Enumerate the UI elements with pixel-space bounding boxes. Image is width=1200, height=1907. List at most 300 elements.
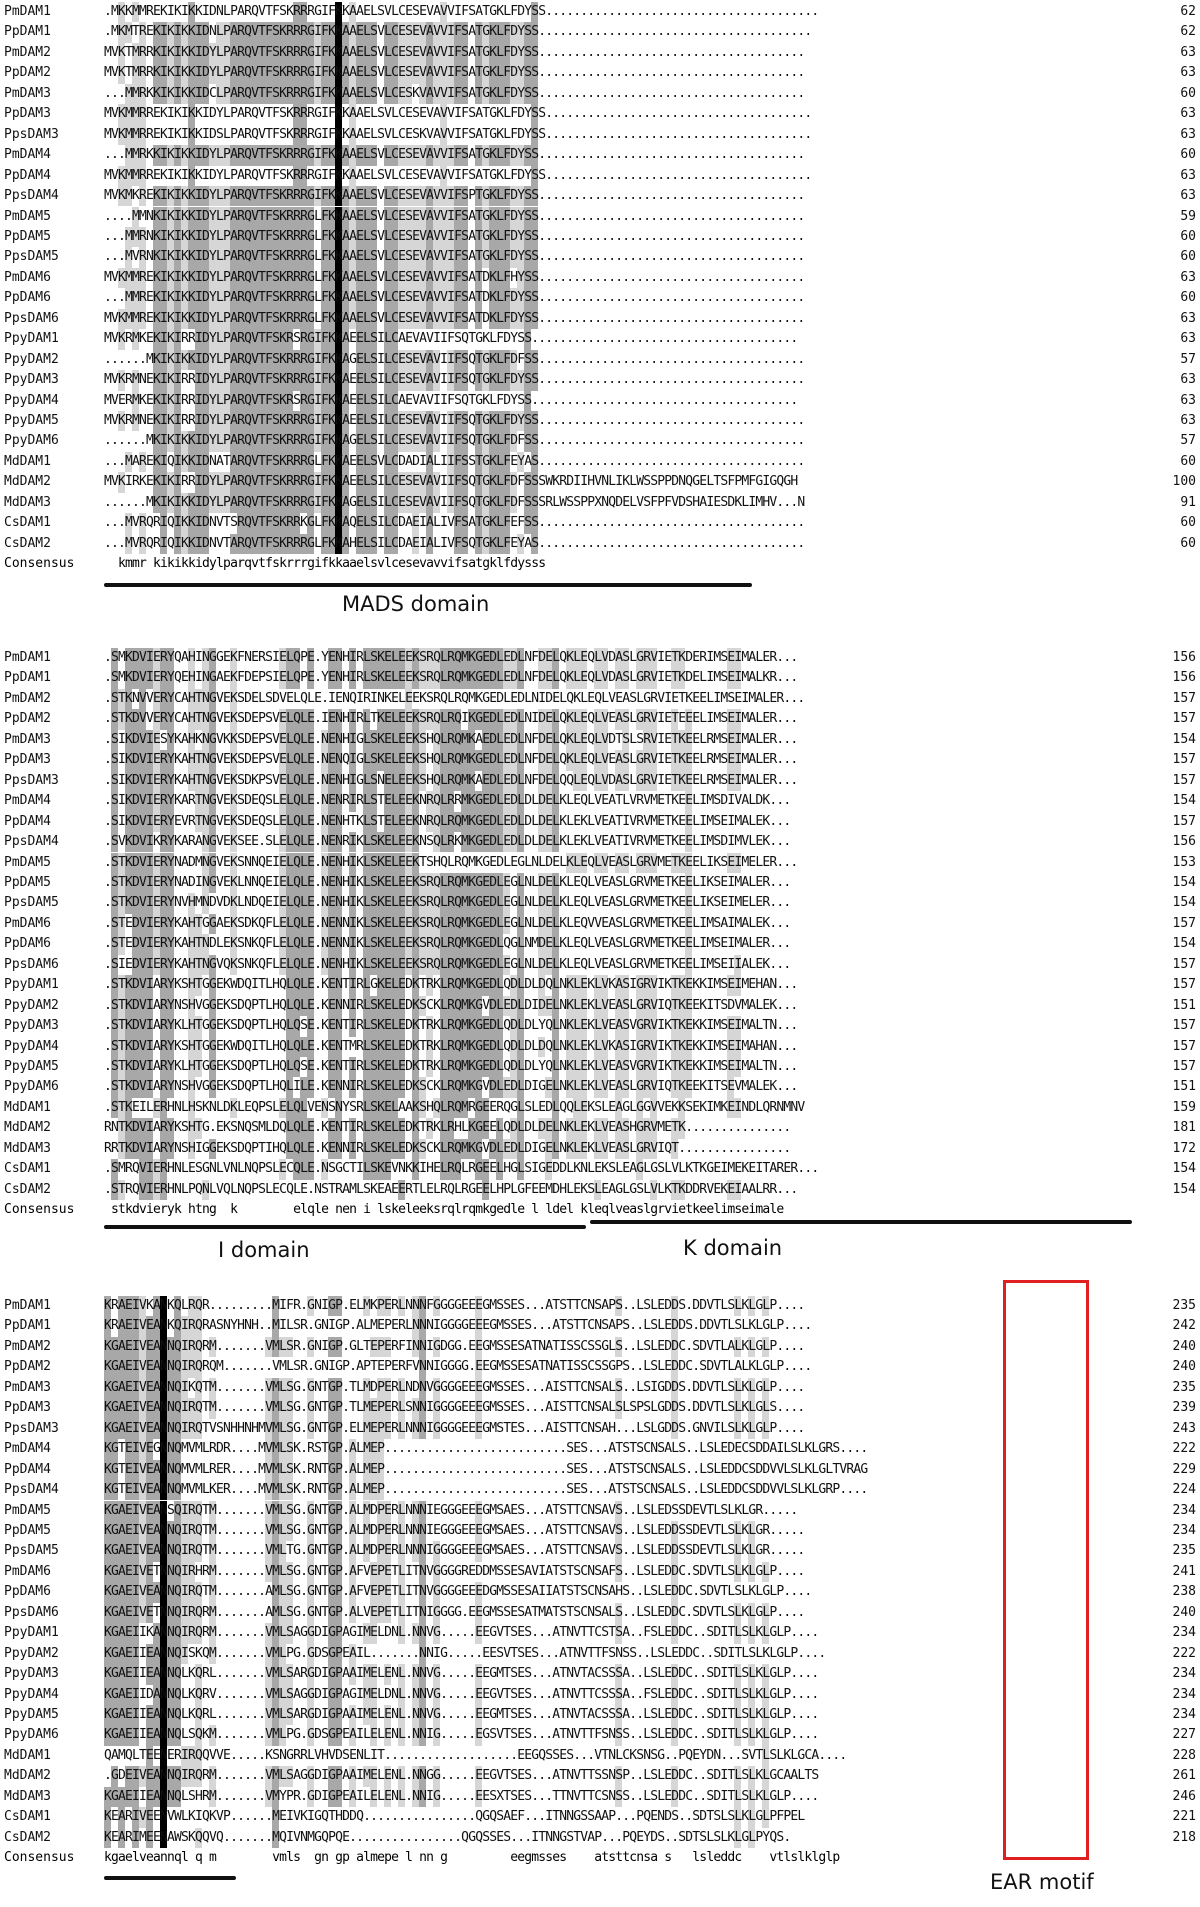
- sequence-name: PpyDAM6: [4, 433, 59, 449]
- sequence-end-position: 157: [1172, 1038, 1196, 1054]
- sequence-end-position: 63: [1180, 167, 1196, 183]
- sequence-row: [0, 125, 1200, 145]
- sequence-end-position: 60: [1180, 147, 1196, 163]
- sequence-name: PmDAM6: [4, 269, 51, 285]
- sequence-end-position: 154: [1172, 731, 1196, 747]
- k-domain-bar: [590, 1220, 1132, 1224]
- sequence-end-position: 60: [1180, 85, 1196, 101]
- sequence-name: PpsDAM6: [4, 1604, 59, 1620]
- aligned-sequence: MVKTMRRKIKIKKIDYLPARQVTFSKRRRGIFKKAAELSVLCESEVAVVIFSATGKLFDYSS......................................: [104, 65, 805, 81]
- sequence-row: [0, 452, 1200, 472]
- aligned-sequence: MVKMMREKIKIKKIDYLPARQVTFSKRRRGLFKKAAELSVLCESEVAVVIFSATDKLFDYSS......................................: [104, 310, 805, 326]
- sequence-row: [0, 893, 1200, 913]
- sequence-row: [0, 812, 1200, 832]
- sequence-end-position: 63: [1180, 126, 1196, 142]
- sequence-row: [0, 832, 1200, 852]
- aligned-sequence: .STKDVIERYNVHMNDVDKLNDQEIELQLE.NENHIKLSKELEEKSRQLRQMKGEDLEGLNLDELKLEQLVEASLGRVMETKEELIKSEIMELER...: [104, 895, 791, 911]
- sequence-end-position: 156: [1172, 670, 1196, 686]
- sequence-name: PmDAM1: [4, 650, 51, 665]
- aligned-sequence: KRAEIVKANKQLRQR.........MIFR.GNIGP.ELMKPERLNNNFGGGGEEEGMSSES...ATSTTCNSAPS..LSLEDDS.DDVTLSLKLGLP....: [104, 1298, 805, 1313]
- sequence-end-position: 229: [1172, 1461, 1196, 1477]
- sequence-end-position: 154: [1172, 936, 1196, 952]
- aligned-sequence: .STRQVIERHNLPQNLVQLNQPSLECQLE.NSTRAMLSKEAEERTLELRQLRGEELHPLGFEEMDHLEKSLEAGLGSLVLKTKDDRVEKEIAALRR...: [104, 1181, 798, 1197]
- sequence-end-position: 60: [1180, 228, 1196, 244]
- sequence-name: MdDAM3: [4, 494, 51, 510]
- sequence-end-position: 235: [1172, 1298, 1196, 1313]
- sequence-name: PpyDAM5: [4, 1707, 59, 1722]
- consensus-label: Consensus: [4, 1202, 75, 1218]
- sequence-name: CsDAM2: [4, 1829, 51, 1845]
- aligned-sequence: KGAEIIEANNQLKQRL.......VMLSARGDIGPAAIMELENL.NNVG.....EEGMTSES...ATNVTACSSSA..LSLEDDC..SDITLSLKLGLP....: [104, 1666, 819, 1682]
- aligned-sequence: MVKMKREKIKIKKIDYLPARQVTFSKRRRGIFKKAAELSVLCESEVAVVIFSPTGKLFDYSS......................................: [104, 188, 805, 204]
- sequence-end-position: 240: [1172, 1359, 1196, 1375]
- sequence-end-position: 63: [1180, 65, 1196, 81]
- sequence-name: PmDAM6: [4, 915, 51, 931]
- sequence-name: PpDAM6: [4, 290, 51, 306]
- sequence-end-position: 234: [1172, 1502, 1196, 1518]
- sequence-name: PpsDAM5: [4, 895, 59, 911]
- sequence-name: PpDAM4: [4, 813, 51, 829]
- aligned-sequence: ....MMNKIKIKKIDYLPARQVTFSKRRRGLFKKAAELSVLCESEVAVVIFSATGKLFDYSS......................................: [104, 208, 805, 224]
- aligned-sequence: ...MVRQRIQIKKIDNVTARQVTFSKRRRGLFKKAHELSILCDAEIALIVFSQTGKLFEYAS......................................: [104, 535, 805, 551]
- aligned-sequence: KGAEIVEANNQIRQTM.......VMLTG.GNTGP.ALMDPERLNNNIGGGGEEEGMSAES...ATSTTCNSAVS..LSLEDDSSDEVTLSLKLGR.....: [104, 1543, 805, 1559]
- aligned-sequence: MVKRMKEKIKIRRIDYLPARQVTFSKRSRGIFKKAEELSILCAEVAVIIFSQTGKLFDYSS......................................: [104, 331, 798, 347]
- sequence-name: PpyDAM4: [4, 1038, 59, 1054]
- sequence-row: [0, 1159, 1200, 1179]
- sequence-end-position: 240: [1172, 1604, 1196, 1620]
- aligned-sequence: KGAEIVEANNQIKQTM.......VMLSG.GNTGP.TLMDPERLNDNVGGGGEEEGMSSES...AISTTCNSALS..LSIGDDS.DDVTLSLKLGLP....: [104, 1379, 805, 1395]
- sequence-row: [0, 22, 1200, 42]
- sequence-end-position: 62: [1180, 24, 1196, 40]
- aligned-sequence: .STKDVIARYKSHTGGEKWDQITLHQLQLE.KENTMRLSKELEDKTRKLRQMKGEDLQDLDLDQLNKLEKLVKASIGRVIKTKEKKIMSEIMAHAN...: [104, 1038, 798, 1054]
- aligned-sequence: .SIKDVIERYKAHTNGVEKSDEPSVELQLE.NENQIGLSKELEEKSHQLRQMKGEDLEDLNFDELQKLEQLVEASLGRVIETKEELRMSEIMALER...: [104, 752, 798, 768]
- sequence-end-position: 172: [1172, 1140, 1196, 1156]
- sequence-end-position: 60: [1180, 249, 1196, 265]
- sequence-row: [0, 268, 1200, 288]
- sequence-row: [0, 370, 1200, 390]
- aligned-sequence: RNTKDVIARYKSHTG.EKSNQSMLDQLQLE.KENTIRLSKELEDKTRKLRHLKGEELQDLDLDELNKLEKLVEASHGRVMETK...............: [104, 1120, 791, 1136]
- sequence-end-position: 154: [1172, 874, 1196, 890]
- sequence-name: PpDAM5: [4, 874, 51, 890]
- sequence-name: MdDAM3: [4, 1788, 51, 1804]
- sequence-name: PmDAM3: [4, 731, 51, 747]
- sequence-row: [0, 247, 1200, 267]
- sequence-end-position: 238: [1172, 1584, 1196, 1600]
- aligned-sequence: .MKMTREKIKIKKIDNLPARQVTFSKRRRGIFKKAAELSVLCESEVAVVIFSATGKLFDYSS.......................................: [104, 24, 812, 40]
- sequence-name: PpDAM6: [4, 936, 51, 952]
- sequence-end-position: 60: [1180, 535, 1196, 551]
- aligned-sequence: .SIKDVIERYKAHTNGVEKSDKPSVELQLE.NENHIGLSNELEEKSHQLRQMKAEDLEDLNFDELQQLEQLVDASLGRVIETKEELRMSEIMALER...: [104, 772, 798, 788]
- sequence-row: [0, 873, 1200, 893]
- sequence-end-position: 63: [1180, 310, 1196, 326]
- aligned-sequence: .SVKDVIKRYKARANGVEKSEE.SLELQLE.NENRIKLSKELEEKNSQLRKMKGEDLEDLDLDELKLEKLVEATIVRVMETKEELIMSDIMVLEK...: [104, 834, 791, 850]
- sequence-end-position: 246: [1172, 1788, 1196, 1804]
- sequence-name: PpDAM3: [4, 752, 51, 768]
- sequence-row: [0, 975, 1200, 995]
- sequence-row: [0, 84, 1200, 104]
- sequence-name: PpsDAM4: [4, 188, 59, 204]
- aligned-sequence: KGAEIVEANSQIRQTM.......VMLSG.GNTGP.ALMDPERLNNNIEGGGEEEGMSAES...ATSTTCNSAVS..LSLEDSSDEVTLSLKLGR.....: [104, 1502, 798, 1518]
- k-domain-label: K domain: [683, 1236, 783, 1260]
- sequence-row: [0, 914, 1200, 934]
- sequence-name: MdDAM2: [4, 1768, 51, 1784]
- sequence-row: [0, 207, 1200, 227]
- aligned-sequence: KGAEIIKANNQIRQRM.......VMLSAGGDIGPAGIMELDNL.NNVG.....EEGVTSES...ATNVTTCSTSA..FSLEDDC..SDITLSLKLGLP....: [104, 1625, 819, 1641]
- sequence-end-position: 227: [1172, 1727, 1196, 1743]
- sequence-end-position: 218: [1172, 1829, 1196, 1845]
- aligned-sequence: KGAEIIEANNQLKQRL.......VMLSARGDIGPAAIMELENL.NNVG.....EEGMTSES...ATNVTACSSSA..LSLEDDC..SDITLSLKLGLP....: [104, 1707, 819, 1722]
- aligned-sequence: ...MMRKKIKIKKIDYLPARQVTFSKRRRGIFKKAAELSVLCESEVAVVIFSATGKLFDYSS......................................: [104, 147, 805, 163]
- sequence-end-position: 241: [1172, 1563, 1196, 1579]
- sequence-name: PpDAM5: [4, 228, 51, 244]
- sequence-end-position: 63: [1180, 269, 1196, 285]
- sequence-end-position: 239: [1172, 1400, 1196, 1416]
- sequence-name: PmDAM1: [4, 1298, 51, 1313]
- sequence-name: PmDAM2: [4, 1338, 51, 1354]
- sequence-row: [0, 1180, 1200, 1200]
- sequence-end-position: 224: [1172, 1482, 1196, 1498]
- sequence-end-position: 57: [1180, 351, 1196, 367]
- sequence-name: PpsDAM3: [4, 772, 59, 788]
- aligned-sequence: .STKDVIARYKLHTGGEKSDQPTLHQLQSE.KENTIRLSKELEDKTRKLRQMKGEDLQDLDLYQLNKLEKLVEASVGRVIKTKEKKIMSEIMALTN...: [104, 1018, 798, 1034]
- sequence-end-position: 261: [1172, 1768, 1196, 1784]
- sequence-end-position: 63: [1180, 331, 1196, 347]
- aligned-sequence: .SIKDVIESYKAHKNGVKKSDEPSVELQLE.NENHIGLSKELEEKSHQLRQMKAEDLEDLNFDELQKLEQLVDTSLSRVIETKEELRMSEIMALER...: [104, 731, 798, 747]
- aligned-sequence: MVKMMRREKIKIKKIDYLPARQVTFSKRRRGIFKKAAELSVLCESEVAVVIFSATGKLFDYSS......................................: [104, 106, 812, 122]
- i-domain-label: I domain: [218, 1238, 310, 1262]
- consensus-row: [0, 554, 1200, 574]
- sequence-end-position: 234: [1172, 1625, 1196, 1641]
- sequence-row: [0, 513, 1200, 533]
- sequence-name: PmDAM3: [4, 85, 51, 101]
- sequence-end-position: 156: [1172, 834, 1196, 850]
- aligned-sequence: .STKDVIERYNADINGVEKLNNQEIELQLE.NENHIKLSKELEEKSRQLRQMKGEDLEGLNLDELKLEQLVEASLGRVMETKEELIKSEIMALER...: [104, 874, 791, 890]
- sequence-row: [0, 186, 1200, 206]
- sequence-name: MdDAM3: [4, 1140, 51, 1156]
- aligned-sequence: .STKDVIARYNSHVGGEKSDQPTLHQLQLE.KENNIRLSKELEDKSCKLRQMKGVDLEDLDIDELNKLEKLVEASLGRVIQTKEEKITSDVMALEK...: [104, 997, 798, 1013]
- aligned-sequence: .STKEILERHNLHSKNLDKLEQPSLELQLVENSNYSRLSKELAAKSHQLRQMRGEERQGLSLEDLQQLEKSLEAGLGGVVEKKSEKIMKEINDLQRNMNV: [104, 1099, 805, 1115]
- sequence-end-position: 154: [1172, 895, 1196, 911]
- sequence-end-position: 181: [1172, 1120, 1196, 1136]
- sequence-name: MdDAM2: [4, 474, 51, 490]
- aligned-sequence: MVKMMRREKIKIKKIDYLPARQVTFSKRRRGIFKKAAELSVLCESEVAVVIFSATGKLFDYSS......................................: [104, 167, 812, 183]
- sequence-name: PmDAM6: [4, 1563, 51, 1579]
- mads-domain-bar: [104, 583, 752, 587]
- sequence-name: MdDAM2: [4, 1120, 51, 1136]
- sequence-row: [0, 1037, 1200, 1057]
- sequence-name: PpsDAM4: [4, 834, 59, 850]
- sequence-end-position: 234: [1172, 1707, 1196, 1722]
- aligned-sequence: ...MMREKIKIKKIDYLPARQVTFSKRRRGLFKKAAELSVLCESEVAVVIFSATDKLFDYSS......................................: [104, 290, 805, 306]
- sequence-end-position: 63: [1180, 392, 1196, 408]
- sequence-end-position: 63: [1180, 372, 1196, 388]
- aligned-sequence: KGTEIVEGNNQMVMLRDR....MVMLSK.RSTGP.ALMEP..........................SES...ATSTSCNSALS..LSLEDECSDDAILSLKLGRS....: [104, 1441, 868, 1457]
- sequence-row: [0, 1118, 1200, 1138]
- sequence-end-position: 157: [1172, 977, 1196, 993]
- sequence-end-position: 57: [1180, 433, 1196, 449]
- sequence-name: PpyDAM1: [4, 977, 59, 993]
- aligned-sequence: KGAEIVETNNQIRHRM.......VMLSG.GNTGP.AFVEPETLITNVGGGGREDDMSSESAVIATSTSCNSAFS..LSLEDDC.SDVTLSLKLGLP....: [104, 1563, 805, 1579]
- sequence-name: PmDAM2: [4, 44, 51, 60]
- aligned-sequence: KGAEIVEANNQIRQTM.......VMLSG.GNTGP.ALMDPERLNNNIEGGGEEEGMSAES...ATSTTCNSAVS..LSLEDDSSDEVTLSLKLGR.....: [104, 1522, 805, 1538]
- sequence-end-position: 157: [1172, 711, 1196, 727]
- sequence-end-position: 63: [1180, 413, 1196, 428]
- sequence-name: PpyDAM4: [4, 1686, 59, 1702]
- aligned-sequence: MVKTMRRKIKIKKIDYLPARQVTFSKRRRGIFKKAAELSVLCESEVAVVIFSATGKLFDYSS......................................: [104, 44, 805, 60]
- sequence-row: [0, 771, 1200, 791]
- sequence-name: PpDAM4: [4, 167, 51, 183]
- aligned-sequence: ...MVRQRIQIKKIDNVTSRQVTFSKRRKGLFKKAQELSILCDAEIALIVFSATGKLFEFSS......................................: [104, 515, 805, 531]
- aligned-sequence: KGTEIVEANNQMVMLRER....MVMLSK.RNTGP.ALMEP..........................SES...ATSTSCNSALS..LSLEDDCSDDVVLSLKLGLTVRAG: [104, 1461, 868, 1477]
- sequence-row: [0, 2, 1200, 22]
- aligned-sequence: .STKNVVERYCAHTNGVEKSDELSDVELQLE.IENQIRINKELEEKSRQLRQMKGEDLEDLNIDELQKLEQLVEASLGRVIETKEELIMSEIMALER...: [104, 690, 805, 706]
- sequence-row: [0, 472, 1200, 492]
- sequence-row: [0, 350, 1200, 370]
- sequence-name: CsDAM1: [4, 1161, 51, 1177]
- sequence-name: PpyDAM1: [4, 331, 59, 347]
- sequence-name: PmDAM2: [4, 690, 51, 706]
- sequence-name: PmDAM4: [4, 793, 51, 809]
- sequence-end-position: 157: [1172, 772, 1196, 788]
- sequence-end-position: 156: [1172, 650, 1196, 665]
- sequence-end-position: 63: [1180, 106, 1196, 122]
- sequence-end-position: 243: [1172, 1420, 1196, 1436]
- sequence-name: PpyDAM3: [4, 1666, 59, 1682]
- sequence-row: [0, 648, 1200, 668]
- consensus-label: Consensus: [4, 1850, 75, 1866]
- aligned-sequence: ...MMRKKIKIKKIDCLPARQVTFSKRRRGIFKKAAELSVLCESKVAVVIFSATGKLFDYSS......................................: [104, 85, 805, 101]
- sequence-row: [0, 853, 1200, 873]
- aligned-sequence: KGAEIVEANNQIRQTM.......VMLSG.GNTGP.TLMEPERLSNNIGGGGEEEGMSSES...AISTTCNSALSLSPSLGDDS.DDVTLSLKLGLS....: [104, 1400, 805, 1416]
- aligned-sequence: KEARIMEENAWSKQQVQ.......MQIVNMGQPQE................QGQSSES...ITNNGSTVAP...PQEYDS..SDTSLSLKLGLPYQS.: [104, 1829, 791, 1845]
- aligned-sequence: RRTKDVIARYNSHIGGEKSDQPTIHQLQLE.KENNIRLSKELEDKSCKLRQMKGVDLEDLDIGELNKLEKLVEASLGRVIQT................: [104, 1140, 791, 1156]
- sequence-end-position: 157: [1172, 956, 1196, 972]
- consensus-sequence: kmmr kikikkidylparqvtfskrrrgifkkaaelsvlcesevavvifsatgklfdysss: [104, 556, 546, 572]
- sequence-row: [0, 43, 1200, 63]
- aligned-sequence: KGAEIVEANNQIRQTM.......AMLSG.GNTGP.AFVEPETLITNVGGGGEEEDGMSSESAIIATSTSCNSAHS..LSLEDDC.SDVTLSLKLGLP....: [104, 1584, 812, 1600]
- aligned-sequence: .STKDVIERYNADMNGVEKSNNQEIELQLE.NENHIKLSKELEEKTSHQLRQMKGEDLEGLNLDELKLEQLVEASLGRVMETKEELIKSEIMELER...: [104, 854, 798, 870]
- aligned-sequence: MVERMKEKIKIRRIDYLPARQVTFSKRSRGIFKKAEELSILCAEVAVIIFSQTGKLFDYSS......................................: [104, 392, 798, 408]
- sequence-end-position: 100: [1172, 474, 1196, 490]
- sequence-row: [0, 1057, 1200, 1077]
- sequence-end-position: 157: [1172, 752, 1196, 768]
- i-domain-bar: [104, 1225, 586, 1229]
- sequence-name: PpDAM2: [4, 65, 51, 81]
- sequence-end-position: 153: [1172, 854, 1196, 870]
- aligned-sequence: .STEDVIERYKAHTGGAEKSDKQFLELQLE.NENNIKLSKELEEKSRQLRQMKGEDLEGLNLDELKLEQVVEASLGRVMETKEELIMSAIMALEK...: [104, 915, 791, 931]
- sequence-name: PpsDAM5: [4, 249, 59, 265]
- sequence-name: PpDAM1: [4, 670, 51, 686]
- sequence-end-position: 154: [1172, 793, 1196, 809]
- aligned-sequence: ...MMRNKIKIKKIDYLPARQVTFSKRRRGLFKKAAELSVLCESEVAVVIFSATGKLFDYSS......................................: [104, 228, 805, 244]
- aligned-sequence: .STKDVIARYKSHTGGEKWDQITLHQLQLE.KENTIRLGKELEDKTRKLRQMKGEDLQDLDLDQLNKLEKLVKASIGRVIKTKEKKIMSEIMEHAN...: [104, 977, 798, 993]
- aligned-sequence: QAMQLTEENERIRQQVVE.....KSNGRRLVHVDSENLIT...................EEGQSSES...VTNLCKSNSG..PQEYDN...SVTLSLKLGCA....: [104, 1747, 847, 1763]
- aligned-sequence: .SMRQVIERHNLESGNLVNLNQPSLECQLE.NSGCTILSKEVNKKIHELRQLRGEELHGLSIGEDDLKNLEKSLEAGLGSLVLKTKGEIMEKEITARER...: [104, 1161, 819, 1177]
- sequence-row: [0, 166, 1200, 186]
- aligned-sequence: ...MAREKIQIKKIDNATARQVTFSKRRRGLFKKAEELSVLCDADIALIIFSSTGKLFEYAS......................................: [104, 453, 805, 469]
- sequence-name: PpyDAM3: [4, 372, 59, 388]
- sequence-end-position: 235: [1172, 1379, 1196, 1395]
- sequence-end-position: 151: [1172, 1079, 1196, 1095]
- aligned-sequence: .SIEDVIERYKAHTNGVQKSNKQFLELQLE.NENHIKLSKELEEKSRQLRQMKGEDLEGLNLDELKLEQLVEASLGRVMETKEELIMSEIIALEK...: [104, 956, 791, 972]
- ear-motif-label: EAR motif: [990, 1870, 1094, 1894]
- aligned-sequence: KGAEIIDANNQLKQRV.......VMLSAGGDIGPAGIMELDNL.NNVG.....EEGVTSES...ATNVTTCSSSA..FSLEDDC..SDITLSLKLGLP....: [104, 1686, 819, 1702]
- aligned-sequence: KGAEIIEANNQLSQKM.......VMLPG.GDSGPEAILELENL.NNIG.....EGSVTSES...ATNVTTFSNSS..LSLEDDC..SDITLSLKLGLP....: [104, 1727, 819, 1743]
- sequence-end-position: 235: [1172, 1543, 1196, 1559]
- aligned-sequence: ......MKIKIKKIDYLPARQVTFSKRRRGIFKKAGELSILCESEVAVIIFSQTGKLFDFSS......................................: [104, 351, 805, 367]
- sequence-name: PpyDAM1: [4, 1625, 59, 1641]
- aligned-sequence: KGAEIVEANNQIRQRQM.......VMLSR.GNIGP.APTEPERFVNNIGGGG.EEGMSSESATNATISSCSSGPS..LSLEDDC.SDVTLALKLGLP....: [104, 1359, 812, 1375]
- sequence-end-position: 228: [1172, 1747, 1196, 1763]
- sequence-name: PpyDAM4: [4, 392, 59, 408]
- aligned-sequence: .STEDVIERYKAHTNDLEKSNKQFLELQLE.NENNIKLSKELEEKSRQLRQMKGEDLQGLNMDELKLEQLVEASLGRVMETKEELIMSEIMALER...: [104, 936, 791, 952]
- sequence-row: [0, 104, 1200, 124]
- sequence-row: [0, 145, 1200, 165]
- sequence-name: PpyDAM2: [4, 351, 59, 367]
- sequence-end-position: 60: [1180, 453, 1196, 469]
- aligned-sequence: .SMKDVIERYQEHINGAEKFDEPSIELQPE.YENHIRLSKELEEKSRQLRQMKGEDLEDLNFDELQKLEQLVDASLGRVIETKDELIMSEIMALKR...: [104, 670, 798, 686]
- sequence-row: [0, 1077, 1200, 1097]
- sequence-name: CsDAM2: [4, 535, 51, 551]
- consensus-sequence: kgaelveannql q m vmls gn gp almepe l nn g eegmsses atsttcnsa s lsleddc vtlslklglp: [104, 1850, 840, 1866]
- sequence-end-position: 60: [1180, 515, 1196, 531]
- sequence-row: [0, 391, 1200, 411]
- aligned-sequence: MVKRMNEKIKIRRIDYLPARQVTFSKRRRGIFKKAEELSILCESEVAVIIFSQTGKLFDYSS......................................: [104, 413, 805, 428]
- sequence-row: [0, 1139, 1200, 1159]
- aligned-sequence: .STKDVIARYNSHVGGEKSDQPTLHQLILE.KENNIRLSKELEDKSCKLRQMKGVDLEDLDIGELNKLEKLVEASLGRVIQTKEEKITSEVMALEK...: [104, 1079, 798, 1095]
- aligned-sequence: KGAEIVEANNQIRQTVSNHHNHMVMLSG.GNTGP.ELMEPERLNNNIGGGGEEEGMSTES...AISTTCNSAH...LSLGDDS.GNVILSLKLGLP....: [104, 1420, 805, 1436]
- sequence-name: PpyDAM5: [4, 413, 59, 428]
- sequence-end-position: 157: [1172, 813, 1196, 829]
- sequence-end-position: 154: [1172, 1161, 1196, 1177]
- sequence-row: [0, 750, 1200, 770]
- sequence-row: [0, 431, 1200, 451]
- sequence-name: PpDAM3: [4, 106, 51, 122]
- sequence-name: PpyDAM5: [4, 1059, 59, 1074]
- aligned-sequence: ......MKIKIKKIDYLPARQVTFSKRRRGIFKKAGELSILCESEVAVIIFSQTGKLFDFSSSRLWSSPPXNQDELVSFPFVDSHAIESDKLIMHV...N: [104, 494, 805, 510]
- sequence-end-position: 240: [1172, 1338, 1196, 1354]
- mads-domain-label: MADS domain: [342, 592, 490, 616]
- aligned-sequence: .STKDVIARYKLHTGGEKSDQPTLHQLQSE.KENTIRLSKELEDKTRKLRQMKGEDLQDLDLYQLNKLEKLVEASVGRVIKTKEKKIMSEIMALTN...: [104, 1059, 798, 1074]
- sequence-end-position: 234: [1172, 1522, 1196, 1538]
- consensus-label: Consensus: [4, 556, 75, 572]
- sequence-row: [0, 63, 1200, 83]
- aligned-sequence: MVKMMREKIKIKKIDYLPARQVTFSKRRRGLFKKAAELSVLCESEVAVVIFSATDKLFHYSS......................................: [104, 269, 805, 285]
- sequence-name: PpsDAM3: [4, 1420, 59, 1436]
- sequence-end-position: 157: [1172, 690, 1196, 706]
- sequence-name: PpyDAM3: [4, 1018, 59, 1034]
- aligned-sequence: .SIKDVIERYKARTNGVEKSDEQSLELQLE.NENRIRLSTELEEKNRQLRRMKGEDLEDLDLDELKLEQLVEATLVRVMETKEELIMSDIVALDK...: [104, 793, 791, 809]
- sequence-row: [0, 689, 1200, 709]
- sequence-name: PpsDAM4: [4, 1482, 59, 1498]
- ear-motif-box: [1003, 1280, 1089, 1860]
- sequence-name: PpDAM1: [4, 24, 51, 40]
- aligned-sequence: .SMKDVIERYQAHINGGEKFNERSIELQPE.YENHIRLSKELEEKSRQLRQMKGEDLEDLNFDELQKLEQLVDASLGRVIETKDERIMSEIMALER...: [104, 650, 798, 665]
- aligned-sequence: ...MVRNKIKIKKIDYLPARQVTFSKRRRGLFKKAAELSVLCESEVAVVIFSATGKLFDYSS......................................: [104, 249, 805, 265]
- sequence-name: PpDAM3: [4, 1400, 51, 1416]
- sequence-name: PpDAM4: [4, 1461, 51, 1477]
- sequence-name: PmDAM4: [4, 147, 51, 163]
- sequence-name: PpsDAM6: [4, 956, 59, 972]
- aligned-sequence: KGAEIVEANNQIRQRM.......VMLSR.GNIGP.GLTEPERFINNIGDGG.EEGMSSESATNATISSCSSGLS..LSLEDDC.SDVTLALKLGLP....: [104, 1338, 805, 1354]
- sequence-name: PpDAM2: [4, 711, 51, 727]
- sequence-name: PpsDAM5: [4, 1543, 59, 1559]
- sequence-name: PmDAM5: [4, 208, 51, 224]
- sequence-name: PpDAM6: [4, 1584, 51, 1600]
- sequence-end-position: 91: [1180, 494, 1196, 510]
- sequence-end-position: 154: [1172, 1181, 1196, 1197]
- sequence-end-position: 62: [1180, 4, 1196, 19]
- aligned-sequence: KGAEIVETNNQIRQRM.......AMLSG.GNTGP.ALVEPETLITNIGGGG.EEGMSSESATMATSTSCNSALS..LSLEDDC.SDVTLSLKLGLP....: [104, 1604, 805, 1620]
- sequence-end-position: 157: [1172, 915, 1196, 931]
- sequence-name: PmDAM3: [4, 1379, 51, 1395]
- consensus-row: [0, 1200, 1200, 1220]
- sequence-name: PmDAM1: [4, 4, 51, 19]
- sequence-end-position: 234: [1172, 1686, 1196, 1702]
- aligned-sequence: MVKRMNEKIKIRRIDYLPARQVTFSKRRRGIFKKAEELSILCESEVAVIIFSQTGKLFDYSS......................................: [104, 372, 805, 388]
- sequence-name: MdDAM1: [4, 1747, 51, 1763]
- sequence-name: PmDAM5: [4, 854, 51, 870]
- sequence-row: [0, 493, 1200, 513]
- sequence-row: [0, 668, 1200, 688]
- sequence-name: PpyDAM6: [4, 1079, 59, 1095]
- sequence-row: [0, 955, 1200, 975]
- sequence-row: [0, 329, 1200, 349]
- sequence-name: CsDAM1: [4, 1809, 51, 1825]
- sequence-end-position: 222: [1172, 1441, 1196, 1457]
- aligned-sequence: ......MKIKIKKIDYLPARQVTFSKRRRGIFKKAGELSILCESEVAVIIFSQTGKLFDFSS......................................: [104, 433, 805, 449]
- consensus-sequence: stkdvieryk htng k elqle nen i lskeleeksrqlrqmkgedle l ldel kleqlveaslgrvietkeelimseimale: [104, 1202, 784, 1218]
- aligned-sequence: .SIKDVIERYEVRTNGVEKSDEQSLELQLE.NENHTKLSTELEEKNRQLRQMKGEDLEDLDLDELKLEKLVEATIVRVMETKEELIMSEIMALEK...: [104, 813, 791, 829]
- sequence-name: MdDAM1: [4, 1099, 51, 1115]
- sequence-name: PmDAM4: [4, 1441, 51, 1457]
- sequence-row: [0, 309, 1200, 329]
- k-domain-continued-bar: [104, 1876, 236, 1880]
- sequence-row: [0, 1016, 1200, 1036]
- aligned-sequence: KGAEIIEANNQLSHRM.......VMYPR.GDIGPEAILELENL.NNIG.....EESXTSES...TTNVTTCSNSS..LSLEDDC..SDITLSLKLGLP....: [104, 1788, 819, 1804]
- sequence-end-position: 59: [1180, 208, 1196, 224]
- sequence-end-position: 63: [1180, 44, 1196, 60]
- aligned-sequence: .STKDVVERYCAHTNGVEKSDEPSVELQLE.IENHIRLTKELEEKSRQLRQIKGEDLEDLNIDELQKLEQLVEASLGRVIETEEELIMSEIMALER...: [104, 711, 798, 727]
- sequence-row: [0, 934, 1200, 954]
- sequence-name: PpDAM1: [4, 1318, 51, 1334]
- sequence-name: MdDAM1: [4, 453, 51, 469]
- aligned-sequence: KGTEIVEANNQMVMLKER....MVMLSK.RNTGP.ALMEP..........................SES...ATSTSCNSALS..LSLEDDCSDDVVLSLKLGRP....: [104, 1482, 868, 1498]
- sequence-name: PpyDAM2: [4, 1645, 59, 1661]
- sequence-name: PpyDAM6: [4, 1727, 59, 1743]
- sequence-row: [0, 411, 1200, 431]
- aligned-sequence: MVKMMRREKIKIKKIDSLPARQVTFSKRRRGIFKKAAELSVLCESKVAVVIFSATGKLFDYSS......................................: [104, 126, 812, 142]
- sequence-name: PpDAM5: [4, 1522, 51, 1538]
- sequence-name: PpDAM2: [4, 1359, 51, 1375]
- sequence-row: [0, 730, 1200, 750]
- sequence-end-position: 60: [1180, 290, 1196, 306]
- sequence-row: [0, 227, 1200, 247]
- aligned-sequence: KGAEIIEANNQISKQM.......VMLPG.GDSGPEAIL.......NNIG.....EESVTSES...ATNVTTFSNSS..LSLEDDC..SDITLSLKLGLP....: [104, 1645, 826, 1661]
- sequence-end-position: 157: [1172, 1018, 1196, 1034]
- aligned-sequence: .GDEIVEANNQIRQRM.......VMLSAGGDIGPAAIMELENL.NNGG.....EEGVTSES...ATNVTTSSNSP..LSLEDDC..SDITLSLKLGCAALTS: [104, 1768, 819, 1784]
- sequence-row: [0, 534, 1200, 554]
- sequence-name: PmDAM5: [4, 1502, 51, 1518]
- sequence-name: PpyDAM2: [4, 997, 59, 1013]
- sequence-end-position: 159: [1172, 1099, 1196, 1115]
- sequence-name: CsDAM1: [4, 515, 51, 531]
- aligned-sequence: MVKIRKEKIKIRRIDYLPARQVTFSKRRRGIFKKAEELSILCESEVAVIIFSQTGKLFDFSSSWKRDIIHVNLIKLWSSPPDNQGELTSFPMFGIGQGH: [104, 474, 798, 490]
- sequence-row: [0, 288, 1200, 308]
- aligned-sequence: KEARIVEENVWLKIQKVP......MEIVKIGQTHDDQ................QGQSAEF...ITNNGSSAAP...PQENDS..SDTSLSLKLGLPFPEL: [104, 1809, 805, 1825]
- sequence-name: CsDAM2: [4, 1181, 51, 1197]
- sequence-row: [0, 996, 1200, 1016]
